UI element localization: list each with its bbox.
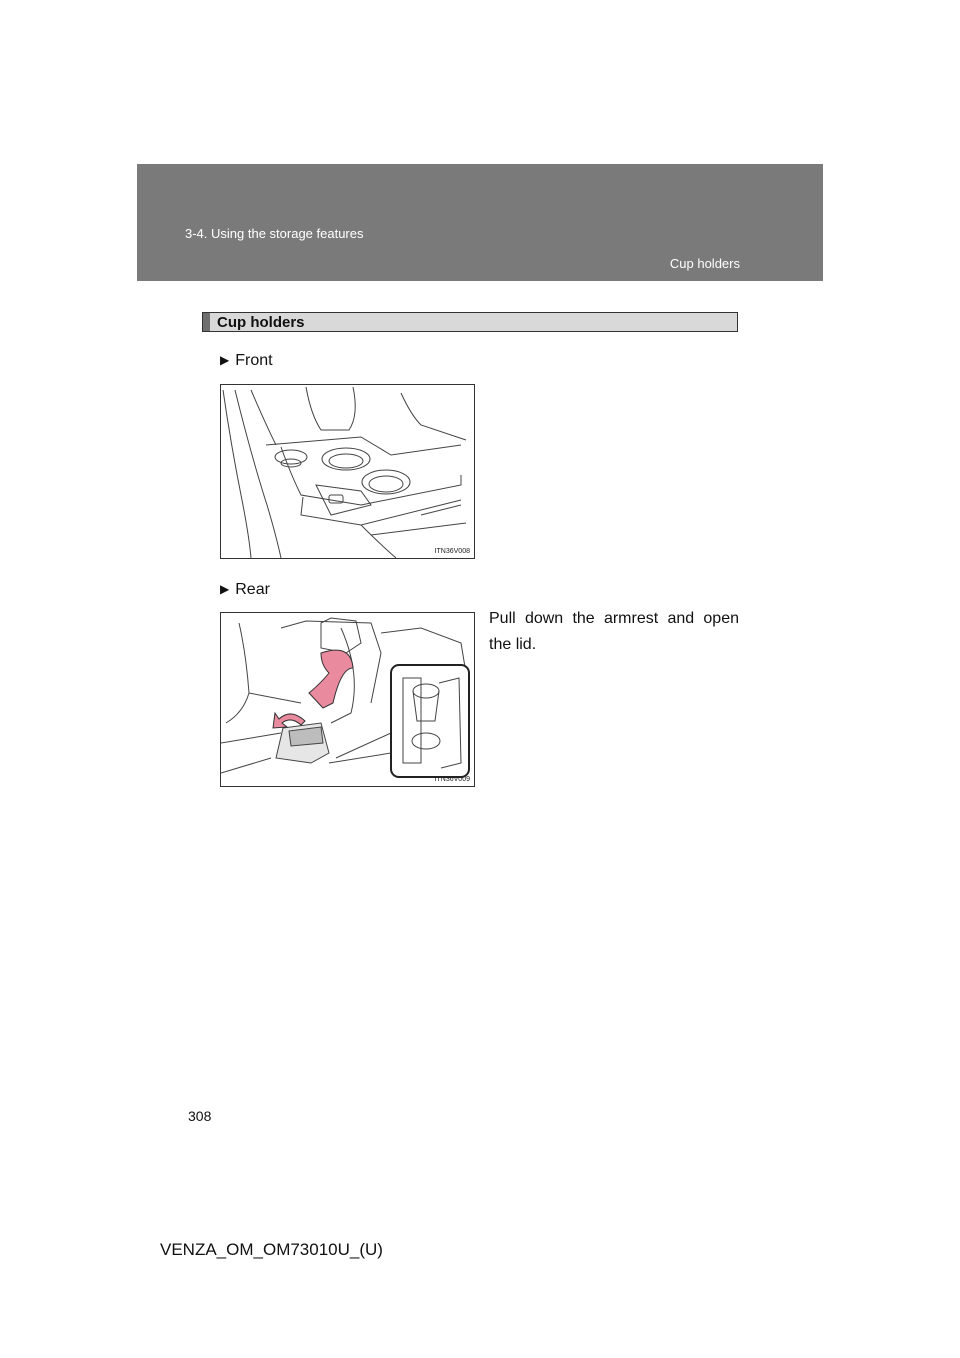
front-label: Front (235, 352, 273, 369)
rear-label: Rear (235, 581, 270, 598)
section-title-tab (203, 313, 210, 331)
front-bullet (220, 352, 273, 370)
section-title-bar (202, 312, 738, 332)
triangle-bullet-icon: ▶ (220, 353, 230, 367)
front-figure-code: ITN36V008 (434, 548, 470, 555)
section-title: Cup holders (217, 314, 305, 331)
rear-description: Pull down the armrest and open the lid. (489, 610, 739, 653)
page-number: 308 (188, 1108, 212, 1124)
header-section-title: 3-4. Using the storage features (185, 226, 364, 241)
rear-armrest-drawing (221, 613, 474, 786)
header-band (137, 164, 823, 281)
header-topic-title: Cup holders (669, 256, 740, 271)
triangle-bullet-icon: ▶ (220, 582, 230, 596)
rear-figure-code: ITN36V009 (434, 776, 470, 783)
rear-bullet (220, 581, 270, 599)
front-cup-holder-illustration (220, 384, 475, 559)
front-console-drawing (221, 385, 474, 558)
footer-document-code: VENZA_OM_OM73010U_(U) (160, 1240, 383, 1259)
rear-cup-holder-illustration (220, 612, 475, 787)
